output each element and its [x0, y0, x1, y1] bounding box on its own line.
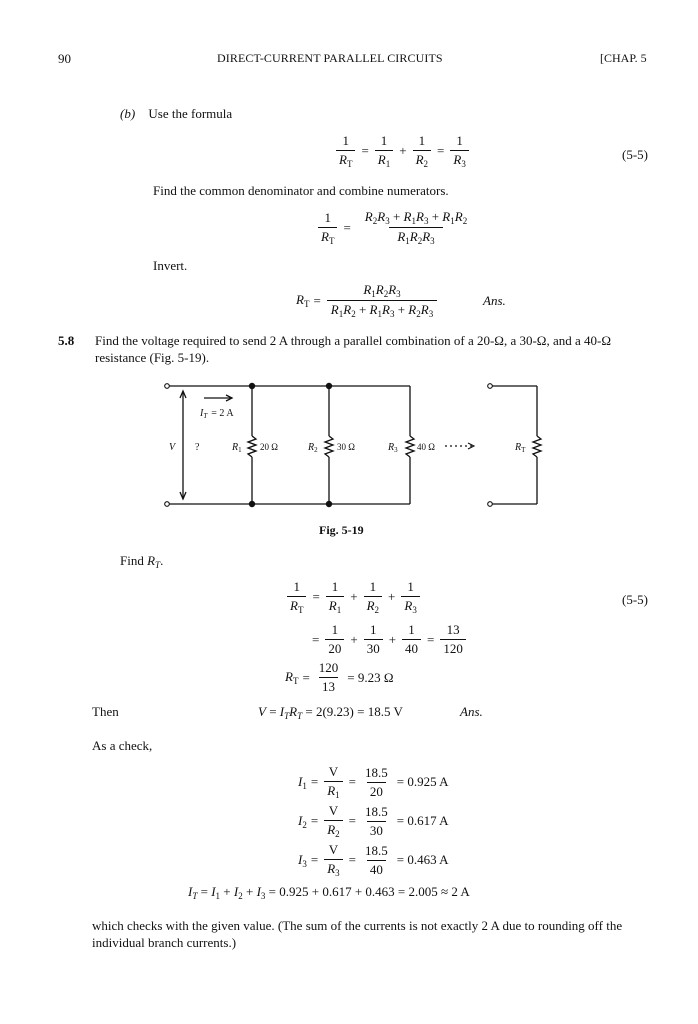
r1-name: R [232, 442, 239, 453]
junction-bottom-2 [326, 501, 332, 507]
rt-value: = 9.23 Ω [347, 669, 394, 685]
svg-text:RT [514, 442, 526, 454]
reciprocal-formula: $\frac{1}{R_T}$ = $\frac{1}{R_1}$ + $\frac{1}{R_2}$ = $\frac{1}{R_3}$ [334, 133, 471, 169]
find-text: Find [120, 553, 144, 568]
junction-bottom-1 [249, 501, 255, 507]
svg-text:IT= 2 A [199, 408, 234, 420]
page-number: 90 [58, 51, 71, 66]
current-sum: $I_T = I_1 + I_2 + I_3 = 0.925 + 0.617 + 0.463 = 2.005 \approx 2$ A [188, 884, 470, 901]
current-label: I [200, 408, 204, 419]
svg-text:R2 [307, 442, 318, 454]
junction-top-1 [249, 383, 255, 389]
problem-number: 5.8 [58, 333, 75, 348]
sum-denominator: 120 [440, 639, 466, 657]
voltage-label: V [169, 442, 176, 453]
terminal-equivalent-top [488, 384, 493, 389]
then-text: Then [92, 704, 119, 719]
r3-value: 40 Ω [417, 442, 435, 452]
problem-statement: Find the voltage required to send 2 A through a parallel combination of a 20-Ω, a 30-Ω, and a 40-Ω resistance (Fig. 5-19). [95, 333, 611, 365]
rt-sub: T [521, 446, 526, 454]
combine-text: Find the common denominator and combine numerators. [153, 183, 449, 198]
resistor-r3-symbol [406, 436, 414, 457]
denominator-r3: 40 [402, 639, 421, 657]
r2-value: 30 Ω [337, 442, 355, 452]
svg-text:R3 [387, 442, 398, 454]
numeric-sum: = $\frac{1}{20}$ + $\frac{1}{30}$ + $\frac{1}{40}$ = $\frac{13}{120}$ [312, 622, 468, 657]
r1-value: 20 Ω [260, 442, 278, 452]
find-rt-line: Find $R_T$. [120, 553, 164, 570]
svg-text:R1 [231, 442, 242, 454]
part-b-intro: Use the formula [148, 106, 233, 121]
resistor-r1-symbol [248, 436, 256, 457]
voltage-result: = 2(9.23) = 18.5 V [305, 704, 403, 719]
rt-result: $R_T$ = $\frac{120}{13}$ = 9.23 Ω [285, 660, 394, 694]
invert-text: Invert. [153, 258, 188, 273]
terminal-equivalent-bottom [488, 502, 493, 507]
terminal-top [165, 384, 170, 389]
r3-name: R [388, 442, 395, 453]
part-b-line [120, 106, 232, 122]
r3-sub: 3 [394, 446, 398, 454]
resistor-rt-symbol [533, 436, 541, 457]
answer-label-b: Ans. [483, 293, 506, 308]
circuit-diagram [160, 378, 550, 512]
equation-number-2: (5-5) [622, 592, 648, 607]
reciprocal-sum: $\frac{1}{R_T}$ = $\frac{1}{R_1}$ + $\frac{1}{R_2}$ + $\frac{1}{R_3}$ [285, 579, 422, 615]
figure-caption: Fig. 5-19 [319, 523, 364, 537]
current-sum-result: = 0.925 + 0.617 + 0.463 = 2.005 ≈ 2 A [268, 884, 470, 899]
check-row-1: $I_1$ = $\frac{V}{R_1}$ = $\frac{18.5}{20}$ = 0.925 A [298, 764, 449, 800]
chapter-label: [CHAP. 5 [600, 51, 647, 65]
current-sub: T [203, 412, 208, 420]
rt-formula: $R_T$ = $\frac{R_1R_2R_3}{R_1R_2 + R_1R_3 + R_2R_3}$ [296, 282, 439, 319]
check-row-2: $I_2$ = $\frac{V}{R_2}$ = $\frac{18.5}{30}$ = 0.617 A [298, 803, 449, 839]
r2-sub: 2 [314, 446, 318, 454]
resistor-r2-symbol [325, 436, 333, 457]
denominator-r1: 20 [325, 639, 344, 657]
combined-formula: $\frac{1}{R_T}$ = $\frac{R_2R_3 + R_1R_3 + R_1R_2}{R_1R_2R_3}$ [316, 209, 477, 246]
current-value: = 2 A [211, 408, 234, 419]
check-text: As a check, [92, 738, 153, 753]
denominator-r2: 30 [364, 639, 383, 657]
rt-denominator: 13 [319, 677, 338, 695]
closing-paragraph: which checks with the given value. (The sum of the currents is not exactly 2 A due to rounding off the individual branch currents.) [92, 918, 623, 950]
sum-numerator: 13 [446, 622, 460, 637]
running-title: DIRECT-CURRENT PARALLEL CIRCUITS [217, 51, 443, 65]
r1-sub: 1 [238, 446, 242, 454]
junction-top-2 [326, 383, 332, 389]
voltage-equation: $V = I_TR_T = 2(9.23) = 18.5$ V [258, 704, 403, 721]
check-row-3: $I_3$ = $\frac{V}{R_3}$ = $\frac{18.5}{40}$ = 0.463 A [298, 842, 449, 878]
rt-numerator: 120 [318, 660, 339, 675]
r2-name: R [308, 442, 315, 453]
part-b-label: (b) [120, 106, 136, 121]
answer-label-58: Ans. [460, 704, 483, 719]
equation-number: (5-5) [622, 147, 648, 162]
voltage-value: ? [195, 442, 200, 453]
terminal-bottom [165, 502, 170, 507]
rt-name: R [515, 442, 522, 453]
